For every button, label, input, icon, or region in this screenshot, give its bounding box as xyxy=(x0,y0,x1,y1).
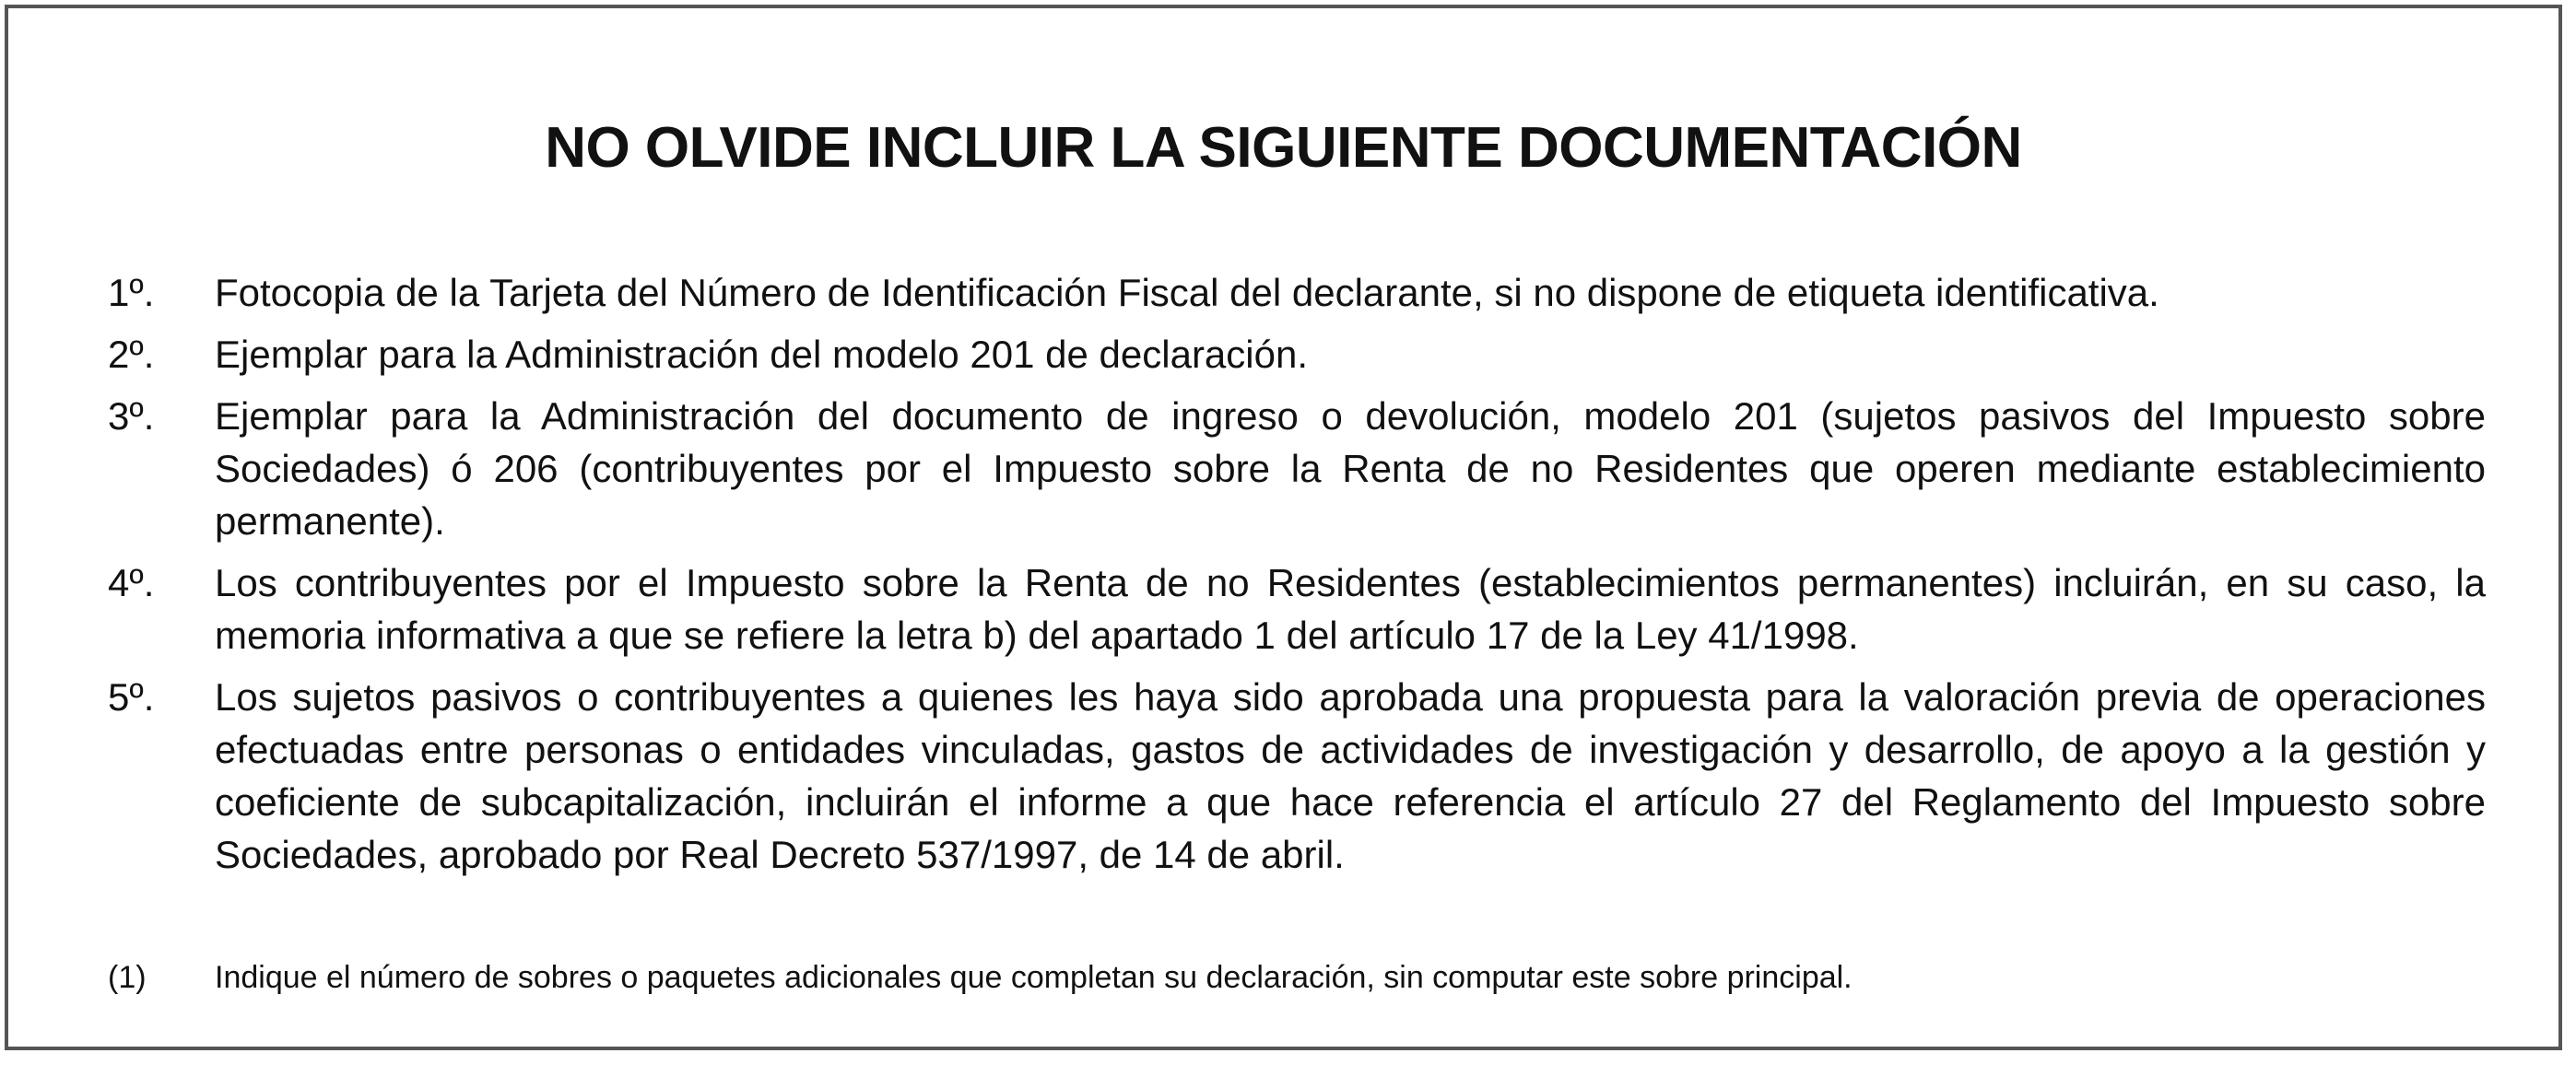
item-number: 2º. xyxy=(108,333,155,376)
list-item-4 xyxy=(108,556,2486,661)
list-item-5 xyxy=(108,671,2486,881)
footnote xyxy=(108,957,1853,998)
item-text: Ejemplar para la Administración del modelo 201 de declaración. xyxy=(215,333,1309,376)
list-item-1 xyxy=(108,266,2486,319)
document-frame xyxy=(5,5,2562,1050)
item-text: Los contribuyentes por el Impuesto sobre la Renta de no Residentes (establecimientos permanentes) incluirán, en su caso, la memoria informativa a que se refiere la letra b) del apartado 1 del artículo 17 de la Ley 41/1998. xyxy=(215,561,2486,657)
item-number: 3º. xyxy=(108,394,155,438)
list-item-3 xyxy=(108,390,2486,547)
item-number: 5º. xyxy=(108,675,155,719)
item-text: Ejemplar para la Administración del documento de ingreso o devolución, modelo 201 (sujetos pasivos del Impuesto sobre Sociedades) ó 206 (contribuyentes por el Impuesto sobre la Renta de no Residentes que operen mediante establecimiento permanente). xyxy=(215,394,2486,543)
item-text: Fotocopia de la Tarjeta del Número de Identificación Fiscal del declarante, si no dispone de etiqueta identificativa. xyxy=(215,271,2159,314)
documentation-list xyxy=(108,266,2486,890)
item-number: 1º. xyxy=(108,271,155,314)
list-item-2 xyxy=(108,328,2486,380)
item-text: Los sujetos pasivos o contribuyentes a quienes les haya sido aprobada una propuesta para la valoración previa de operaciones efectuadas entre personas o entidades vinculadas, gastos de actividades de investigación y desarrollo, de apoyo a la gestión y coeficiente de subcapitalización, incluirán el informe a que hace referencia el artículo 27 del Reglamento del Impuesto sobre Sociedades, aprobado por Real Decreto 537/1997, de 14 de abril. xyxy=(215,675,2486,876)
page-title: NO OLVIDE INCLUIR LA SIGUIENTE DOCUMENTACIÓN xyxy=(545,116,2022,180)
item-number: 4º. xyxy=(108,561,155,604)
footnote-number: (1) xyxy=(108,960,147,995)
footnote-text: Indique el número de sobres o paquetes adicionales que completan su declaración, sin computar este sobre principal. xyxy=(215,960,1853,995)
